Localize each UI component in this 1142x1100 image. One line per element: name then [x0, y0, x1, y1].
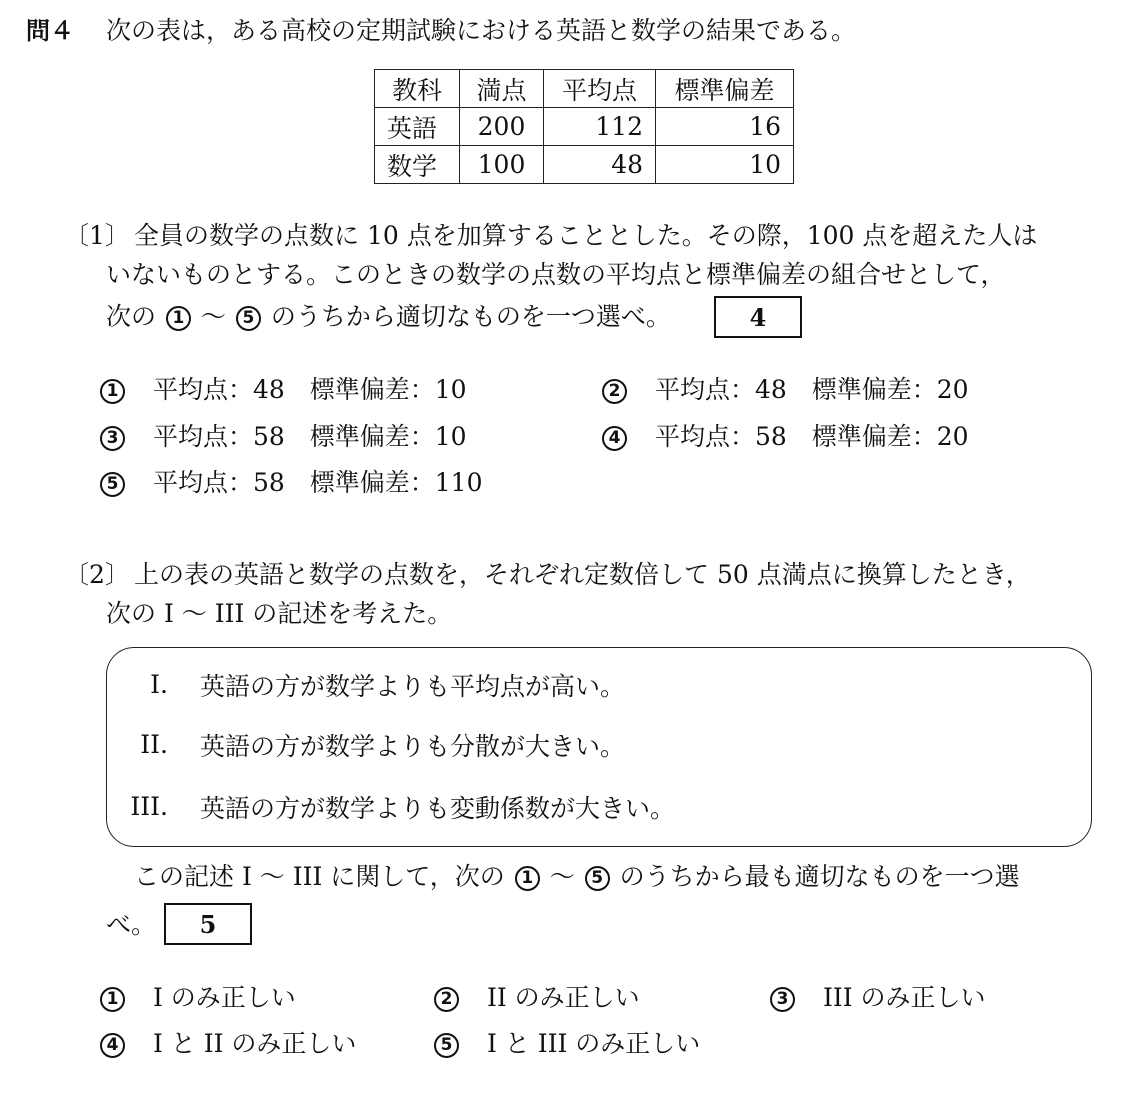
- table-cell: 16: [656, 108, 794, 146]
- answer-box-5[interactable]: 5: [164, 903, 252, 945]
- circled-number: 2: [434, 987, 459, 1012]
- table-cell: 英語: [375, 108, 460, 146]
- part1-line3-pre: 次の: [106, 302, 157, 331]
- circled-number: 4: [602, 426, 627, 451]
- table-row: [375, 108, 794, 146]
- circled-number: 5: [434, 1033, 459, 1058]
- choice-text: 平均点：58 標準偏差：110: [152, 468, 483, 497]
- table-header-cell: 満点: [460, 70, 544, 108]
- choice-text: 平均点：48 標準偏差：10: [152, 375, 467, 404]
- table-row: [375, 146, 794, 184]
- circled-number: 3: [100, 426, 125, 451]
- choice-text: 平均点：58 標準偏差：20: [654, 422, 969, 451]
- table-cell: 200: [460, 108, 544, 146]
- statement-text: 英語の方が数学よりも変動係数が大きい。: [200, 794, 676, 823]
- table-header-cell: 標準偏差: [656, 70, 794, 108]
- choice-text: II のみ正しい: [486, 983, 640, 1012]
- choice-5[interactable]: [98, 466, 482, 500]
- range-separator: ～: [200, 302, 226, 331]
- range-separator: ～: [549, 862, 575, 891]
- choice-2[interactable]: [432, 981, 640, 1015]
- table-cell: 数学: [375, 146, 460, 184]
- choice-text: I のみ正しい: [152, 983, 296, 1012]
- circled-number: 1: [515, 866, 540, 891]
- part2-label: 〔2〕: [64, 560, 130, 589]
- circled-number: 5: [236, 306, 261, 331]
- statement-number: I.: [150, 670, 168, 699]
- table-header-row: [375, 70, 794, 108]
- choice-text: I と II のみ正しい: [152, 1029, 357, 1058]
- choice-2[interactable]: [600, 373, 969, 407]
- table-cell: 112: [544, 108, 656, 146]
- statement-number: II.: [140, 730, 168, 759]
- circled-number: 4: [100, 1033, 125, 1058]
- choice-1[interactable]: [98, 373, 467, 407]
- table-header-cell: 教科: [375, 70, 460, 108]
- choice-1[interactable]: [98, 981, 296, 1015]
- instruction-pre: この記述 I ～ III に関して，次の: [134, 862, 505, 891]
- statement-text: 英語の方が数学よりも分散が大きい。: [200, 732, 626, 761]
- choice-text: 平均点：48 標準偏差：20: [654, 375, 969, 404]
- instruction-post: のうちから最も適切なものを一つ選: [619, 862, 1020, 891]
- part1-line1: 全員の数学の点数に 10 点を加算することとした。その際，100 点を超えた人は: [134, 221, 1038, 250]
- part1-line3: [106, 300, 671, 334]
- circled-number: 5: [585, 866, 610, 891]
- circled-number: 1: [166, 306, 191, 331]
- choice-4[interactable]: [98, 1027, 356, 1061]
- choice-3[interactable]: [98, 420, 467, 454]
- table-header-cell: 平均点: [544, 70, 656, 108]
- circled-number: 1: [100, 987, 125, 1012]
- table-cell: 100: [460, 146, 544, 184]
- part2-instruction: [134, 860, 1020, 894]
- part2-line2: 次の I ～ III の記述を考えた。: [106, 599, 453, 628]
- part2-instruction-line2: べ。: [106, 910, 157, 939]
- choice-4[interactable]: [600, 420, 969, 454]
- part1-line3-post: のうちから適切なものを一つ選べ。: [270, 302, 671, 331]
- question-number: 問４: [26, 17, 74, 45]
- circled-number: 1: [100, 379, 125, 404]
- choice-text: 平均点：58 標準偏差：10: [152, 422, 467, 451]
- choice-text: III のみ正しい: [822, 983, 986, 1012]
- results-table: [374, 69, 794, 184]
- part1-label: 〔1〕: [64, 221, 130, 250]
- answer-box-4[interactable]: 4: [714, 296, 802, 338]
- choice-3[interactable]: [768, 981, 986, 1015]
- statement-text: 英語の方が数学よりも平均点が高い。: [200, 672, 626, 701]
- table-cell: 10: [656, 146, 794, 184]
- statement-number: III.: [130, 792, 168, 821]
- circled-number: 3: [770, 987, 795, 1012]
- circled-number: 2: [602, 379, 627, 404]
- choice-5[interactable]: [432, 1027, 700, 1061]
- table-cell: 48: [544, 146, 656, 184]
- question-intro: 次の表は，ある高校の定期試験における英語と数学の結果である。: [106, 16, 857, 45]
- circled-number: 5: [100, 472, 125, 497]
- choice-text: I と III のみ正しい: [486, 1029, 701, 1058]
- part2-line1: 上の表の英語と数学の点数を，それぞれ定数倍して 50 点満点に換算したとき，: [134, 560, 1031, 589]
- part1-line2: いないものとする。このときの数学の点数の平均点と標準偏差の組合せとして，: [106, 260, 1006, 289]
